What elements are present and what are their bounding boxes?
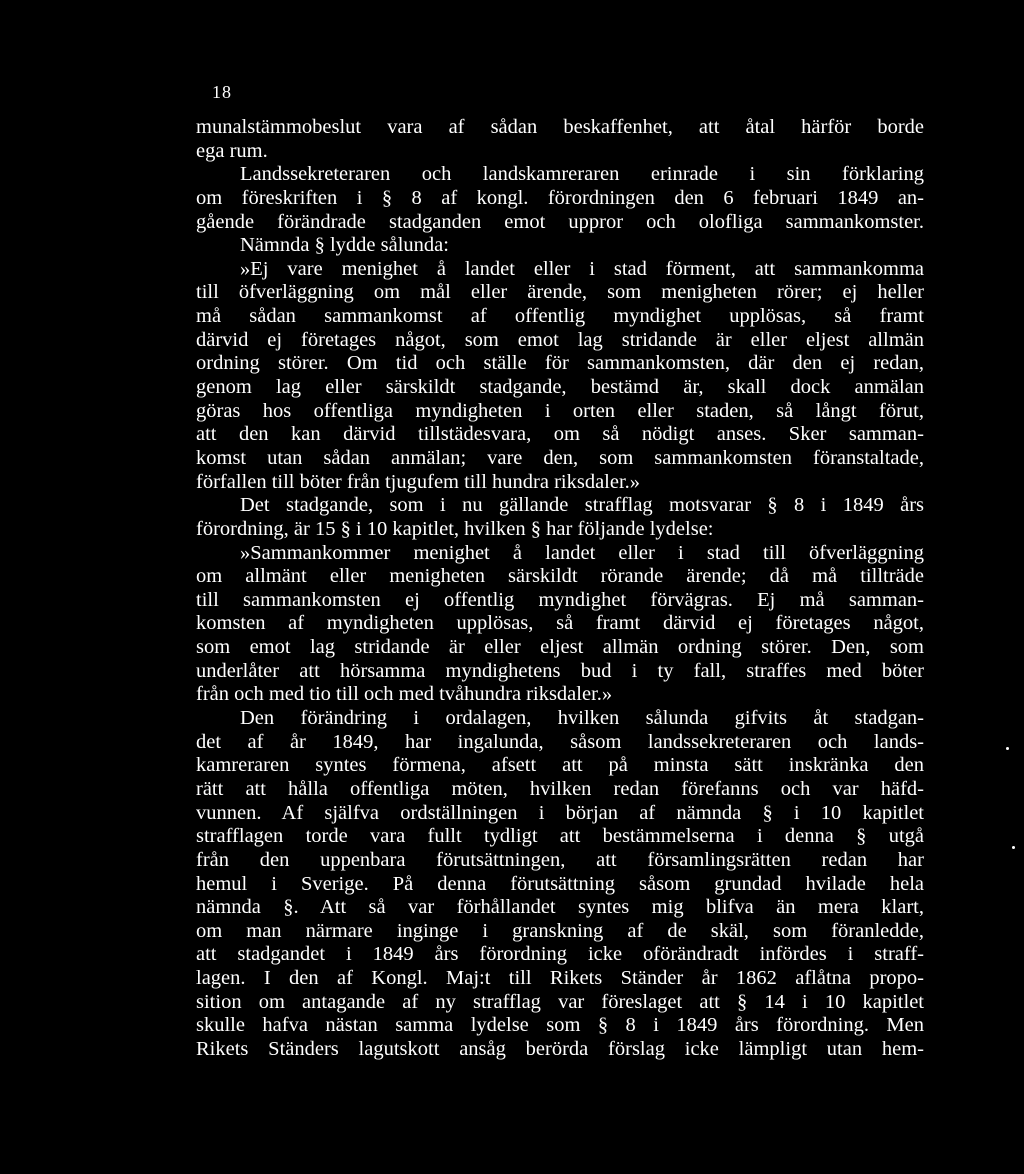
text-line: att den kan därvid tillstädesvara, om så nödigt anses. Sker samman- [196, 423, 924, 446]
text-line: underlåter att hörsamma myndighetens bud i ty fall, straffes med böter [196, 659, 924, 682]
text-line: från och med tio till och med tvåhundra riksdaler.» [196, 683, 613, 706]
text-line: ega rum. [196, 139, 268, 162]
page-number: 18 [212, 82, 232, 102]
scan-speck [1006, 747, 1009, 750]
text-line: om man närmare inginge i granskning af de skäl, som föranledde, [196, 919, 924, 942]
text-line: Nämnda § lydde sålunda: [240, 234, 449, 257]
text-line: strafflagen torde vara fullt tydligt att bestämmelserna i denna § utgå [196, 825, 924, 848]
text-line: lagen. I den af Kongl. Maj:t till Rikets Ständer år 1862 aflåtna propo- [196, 967, 924, 990]
text-line: genom lag eller särskildt stadgande, bestämd är, skall dock anmälan [196, 376, 924, 399]
text-line: till öfverläggning om mål eller ärende, som menigheten rörer; ej heller [196, 281, 924, 304]
text-line: komst utan sådan anmälan; vare den, som sammankomsten föranstaltade, [196, 446, 924, 469]
text-line: därvid ej företages något, som emot lag stridande är eller eljest allmän [196, 328, 924, 351]
text-line: som emot lag stridande är eller eljest allmän ordning störer. Den, som [196, 636, 924, 659]
text-line: om allmänt eller menigheten särskildt rörande ärende; då må tillträde [196, 565, 924, 588]
text-line: från den uppenbara förutsättningen, att församlingsrätten redan har [196, 848, 924, 871]
text-line: till sammankomsten ej offentlig myndighet förvägras. Ej må samman- [196, 588, 924, 611]
text-line: förordning, är 15 § i 10 kapitlet, hvilken § har följande lydelse: [196, 517, 714, 540]
text-line: nämnda §. Att så var förhållandet syntes mig blifva än mera klart, [196, 896, 924, 919]
body-text [196, 116, 924, 1062]
text-line: om föreskriften i § 8 af kongl. förordningen den 6 februari 1849 an- [196, 186, 924, 209]
text-line: »Ej vare menighet å landet eller i stad förment, att sammankomma [240, 257, 924, 280]
text-line: Den förändring i ordalagen, hvilken sålunda gifvits åt stadgan- [240, 707, 924, 730]
text-line: munalstämmobeslut vara af sådan beskaffenhet, att åtal härför borde [196, 116, 924, 138]
text-line: Det stadgande, som i nu gällande strafflag motsvarar § 8 i 1849 års [240, 494, 924, 517]
scan-speck [1012, 846, 1015, 849]
text-line: hemul i Sverige. På denna förutsättning såsom grundad hvilade hela [196, 872, 924, 895]
text-line: gående förändrade stadganden emot uppror och olofliga sammankomster. [196, 210, 924, 233]
text-line: komsten af myndigheten upplösas, så framt därvid ej företages något, [196, 612, 924, 635]
text-line: Rikets Ständers lagutskott ansåg berörda förslag icke lämpligt utan hem- [196, 1037, 924, 1060]
text-line: rätt att hålla offentliga möten, hvilken redan förefanns och var häfd- [196, 777, 924, 800]
text-line: kamreraren syntes förmena, afsett att på minsta sätt inskränka den [196, 754, 924, 777]
text-line: att stadgandet i 1849 års förordning icke oförändradt infördes i straff- [196, 943, 924, 966]
text-line: skulle hafva nästan samma lydelse som § 8 i 1849 års förordning. Men [196, 1014, 924, 1037]
text-line: det af år 1849, har ingalunda, såsom landssekreteraren och lands- [196, 730, 924, 753]
text-line: förfallen till böter från tjugufem till hundra riksdaler.» [196, 470, 641, 493]
text-line: göras hos offentliga myndigheten i orten eller staden, så långt förut, [196, 399, 924, 422]
text-line: »Sammankommer menighet å landet eller i stad till öfverläggning [240, 541, 924, 564]
text-line: vunnen. Af själfva ordställningen i början af nämnda § i 10 kapitlet [196, 801, 924, 824]
text-line: sition om antagande af ny strafflag var föreslaget att § 14 i 10 kapitlet [196, 990, 924, 1013]
text-line: ordning störer. Om tid och ställe för sammankomsten, där den ej redan, [196, 352, 924, 375]
text-line: Landssekreteraren och landskamreraren erinrade i sin förklaring [240, 163, 924, 186]
text-line: må sådan sammankomst af offentlig myndighet upplösas, så framt [196, 305, 924, 328]
